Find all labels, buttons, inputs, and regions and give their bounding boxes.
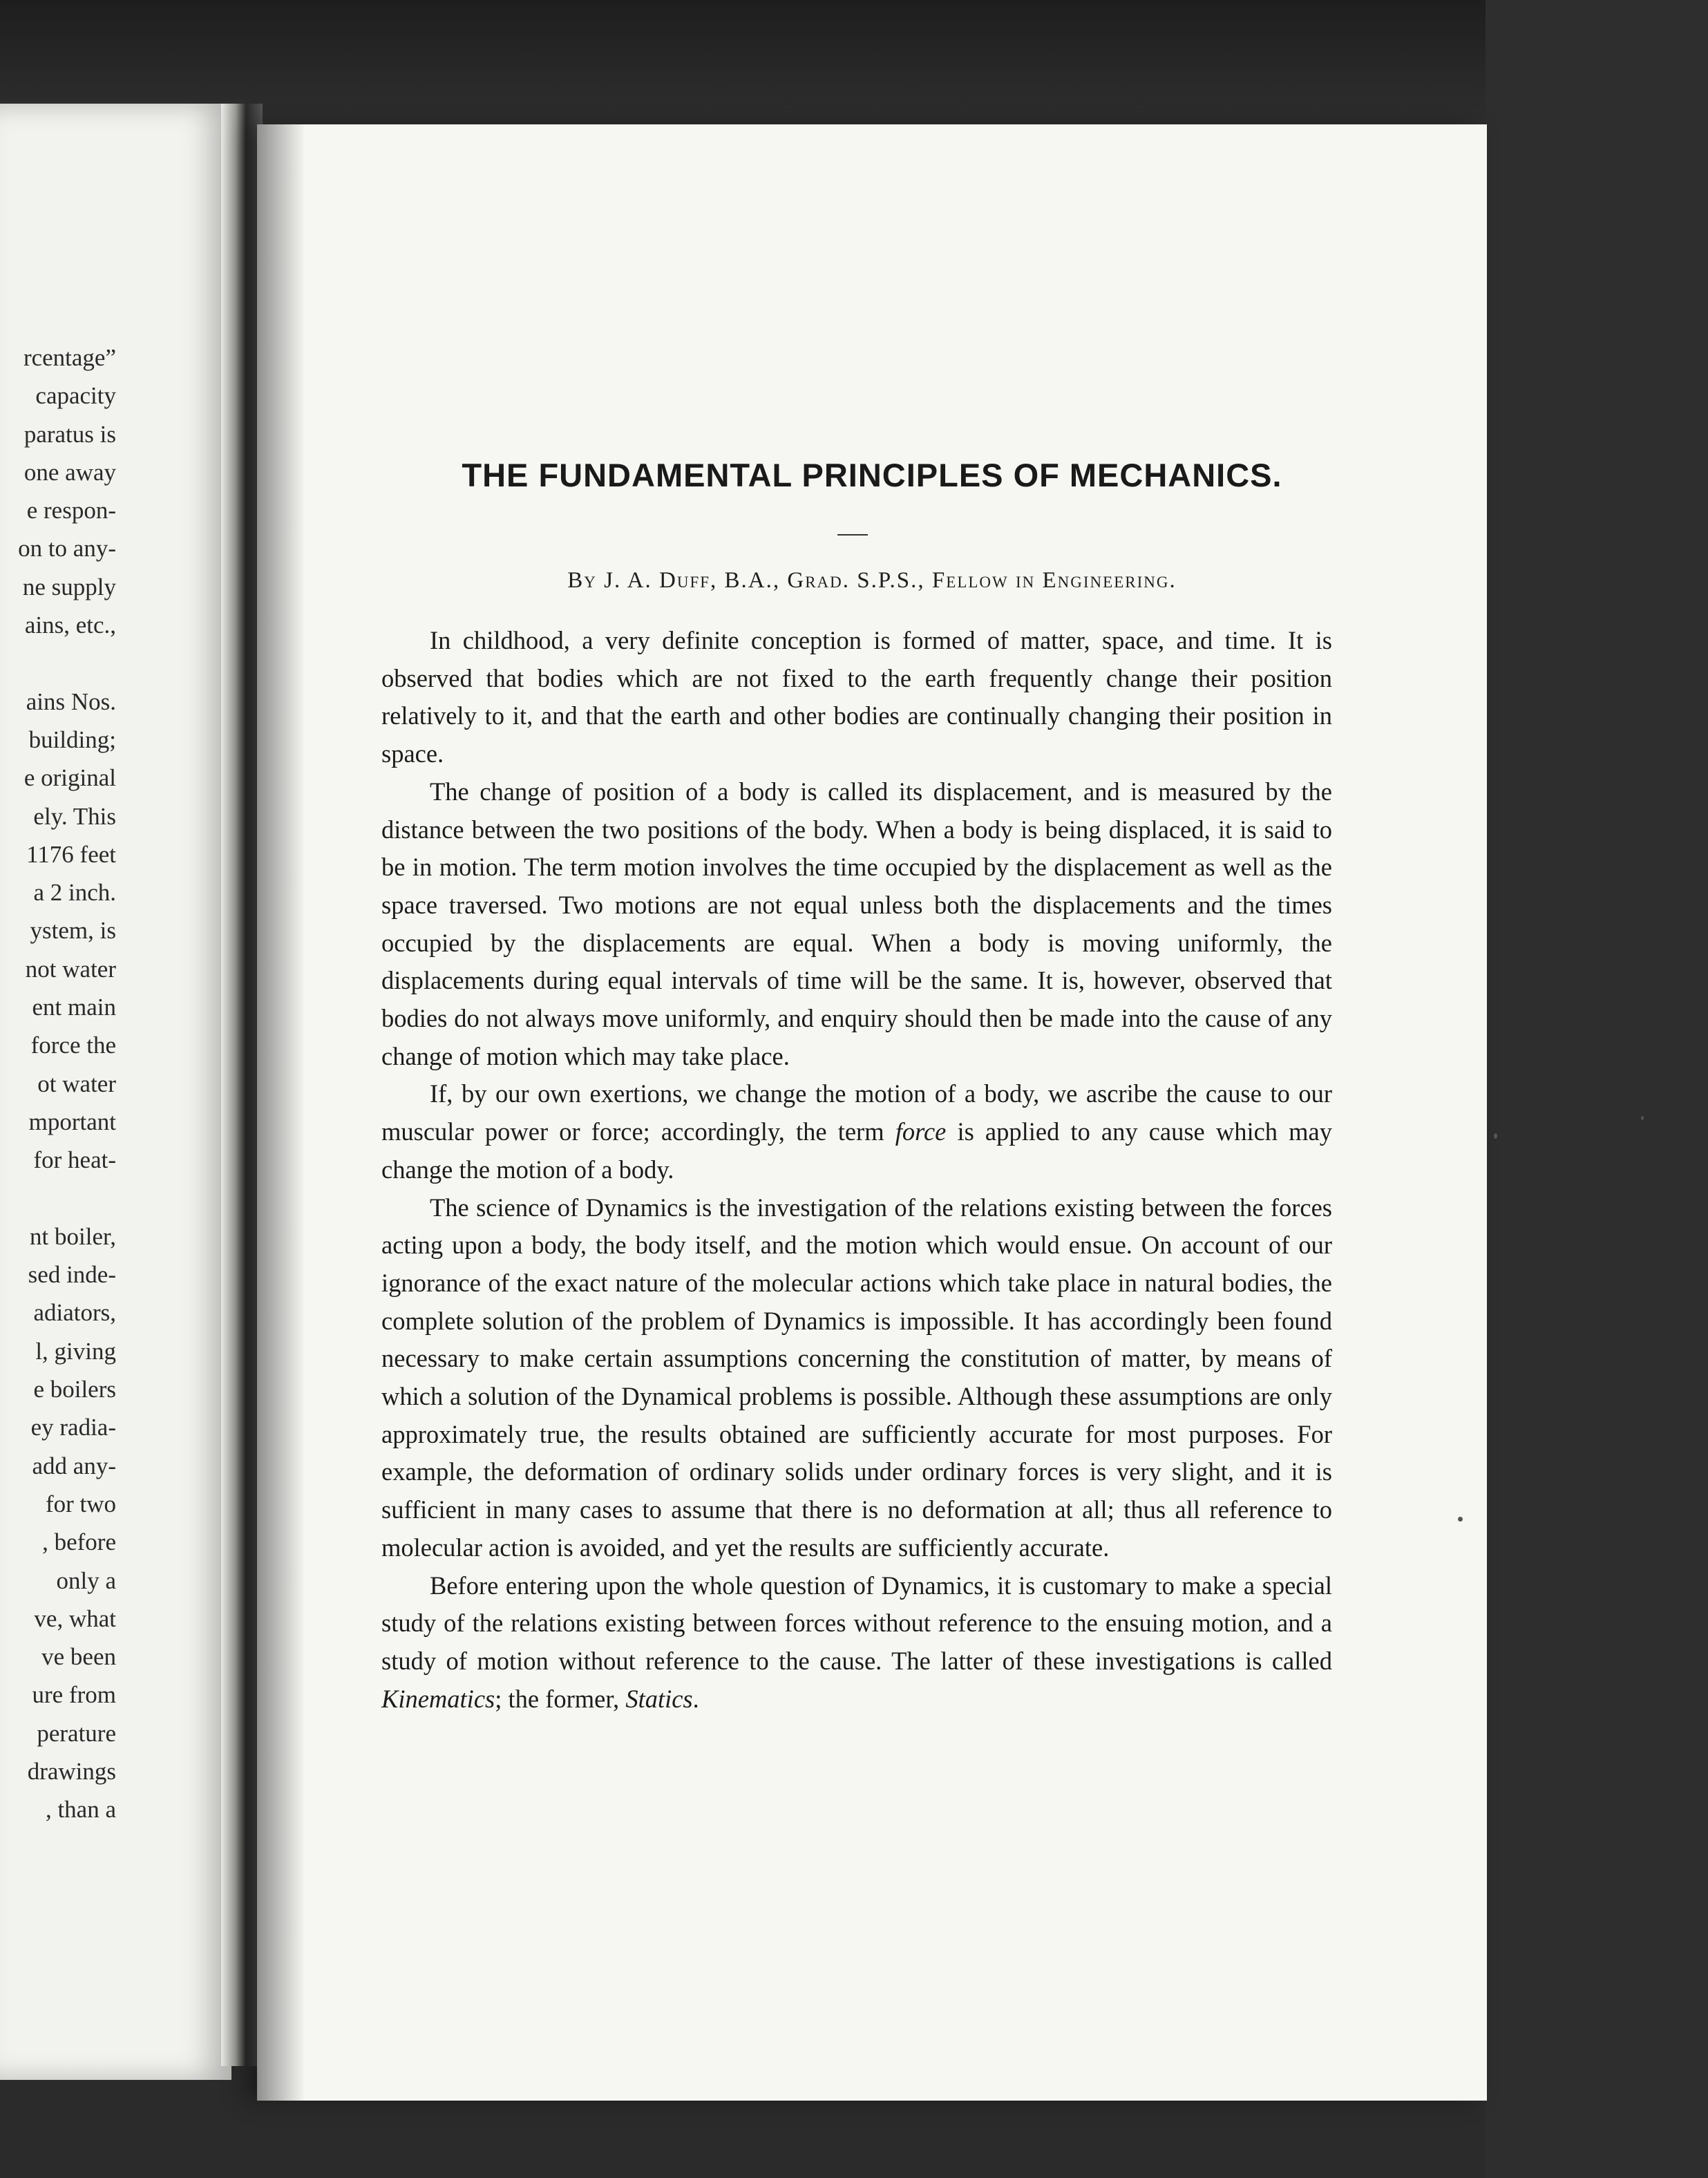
previous-page-line: , before: [42, 1528, 116, 1556]
term-kinematics: Kinematics: [381, 1684, 495, 1713]
previous-page-line: ey radia-: [30, 1414, 116, 1441]
previous-page-line: one away: [23, 458, 116, 486]
paragraph-5-text: Before entering upon the whole question of Dynamics, it is customary to make a special study of the relations existing between forces without reference to the ensuing motion, and a study of motion without reference to the cause. The latter of these investigations is called: [381, 1571, 1332, 1675]
dust-speck: [1641, 1116, 1644, 1120]
previous-page-line: perature: [37, 1719, 116, 1747]
previous-page-line: sed inde-: [28, 1261, 116, 1289]
title-rule: [837, 534, 868, 536]
paragraph-3-text-end: is applied to any cause which may change the motion of a body.: [381, 1117, 1332, 1184]
previous-page-line: ains Nos.: [26, 688, 116, 715]
previous-page-line: ely. This: [33, 802, 116, 830]
previous-page-line: force the: [30, 1032, 116, 1059]
previous-page-line: , than a: [45, 1796, 116, 1824]
previous-page-line: adiators,: [33, 1299, 116, 1327]
previous-page-line: ystem, is: [30, 917, 116, 945]
previous-page-line: ve been: [41, 1643, 116, 1671]
previous-page-line: ne supply: [22, 573, 116, 600]
article-body: [381, 622, 1332, 1718]
previous-page-line: not water: [25, 955, 116, 983]
previous-page-line: ot water: [37, 1070, 116, 1097]
paragraph-2: The change of position of a body is called its displacement, and is measured by the distance between the two positions of the body. When a body is being displaced, it is said to be in motion. The term motion involves the time occupied by the displacement as well as the space traversed. Two motions are not equal unless both the displacements and the times occupied by the displacements are equal. When a body is moving uniformly, the displacements during equal intervals of time will be the same. It is, however, observed that bodies do not always move uniformly, and enquiry should then be made into the cause of any change of motion which may take place.: [381, 777, 1332, 1070]
dust-speck: [1494, 1133, 1497, 1139]
previous-page-line: [0, 644, 116, 682]
previous-page-line: e boilers: [33, 1376, 116, 1403]
previous-page-line: paratus is: [23, 420, 116, 448]
previous-page-line: l, giving: [35, 1337, 116, 1365]
previous-page-line: a 2 inch.: [33, 879, 116, 907]
previous-page-line: on to any-: [18, 535, 116, 562]
article-byline: By J. A. Duff, B.A., Grad. S.P.S., Fellow in Engineering.: [567, 568, 1177, 593]
previous-page-line: mportant: [28, 1108, 116, 1135]
term-statics: Statics: [625, 1684, 693, 1713]
previous-page-line: nt boiler,: [30, 1222, 116, 1250]
previous-page-line: for heat-: [33, 1146, 116, 1174]
previous-page-line: capacity: [35, 382, 116, 410]
paragraph-5: [381, 1567, 1332, 1718]
paragraph-5-end: .: [692, 1684, 699, 1713]
paragraph-4: The science of Dynamics is the investigation of the relations existing between the forces acting upon a body, the body itself, and the motion which would ensue. On account of our ignorance of the exact nature of the molecular actions which take place in natural bodies, the complete solution of the problem of Dynamics is impossible. It has accordingly been found necessary to make certain assumptions concerning the constitution of matter, by means of which a solution of the Dynamical problems is possible. Although these assumptions are only approximately true, the results obtained are sufficiently accurate for most purposes. For example, the deformation of ordinary solids under ordinary forces is very slight, and it is sufficient in many cases to assume that there is no deformation at all; thus all reference to molecular action is avoided, and yet the results are sufficiently accurate.: [381, 1193, 1332, 1562]
previous-page-line: building;: [28, 726, 116, 753]
paragraph-3: [381, 1075, 1332, 1189]
paragraph-1: In childhood, a very definite conception is formed of matter, space, and time. It is observed that bodies which are not fixed to the earth frequently change their position relatively to it, and that the earth and other bodies are continually changing their position in space.: [381, 626, 1332, 768]
previous-page-line: e original: [23, 764, 116, 792]
page-shadow: [257, 124, 305, 2101]
previous-page-line: [0, 1180, 116, 1218]
article-page: [257, 124, 1487, 2101]
previous-page-line: drawings: [27, 1757, 116, 1785]
scanner-backdrop-right: [1486, 0, 1708, 2178]
paragraph-3-text: If, by our own exertions, we change the motion of a body, we ascribe the cause to our muscular power or force; accordingly, the term: [381, 1079, 1332, 1146]
previous-page-line: for two: [45, 1490, 116, 1517]
previous-page-line: rcentage”: [23, 344, 116, 371]
dust-speck: [1458, 1517, 1463, 1522]
previous-page-line: ent main: [32, 994, 116, 1021]
term-force: force: [895, 1117, 947, 1146]
previous-page-line: ains, etc.,: [24, 612, 116, 639]
previous-page-line: 1176 feet: [26, 840, 116, 868]
previous-page-line: add any-: [32, 1452, 116, 1479]
previous-page-line: ve, what: [34, 1604, 116, 1632]
previous-page-line: e respon-: [26, 497, 116, 524]
book-gutter: [221, 104, 263, 2066]
previous-page-line: ure from: [32, 1681, 116, 1709]
previous-page-line: only a: [56, 1566, 116, 1594]
paragraph-5-separator: ; the former,: [495, 1684, 626, 1713]
previous-page: [0, 104, 231, 2080]
previous-page-text: [0, 339, 116, 1829]
article-title: THE FUNDAMENTAL PRINCIPLES OF MECHANICS.: [462, 457, 1282, 493]
